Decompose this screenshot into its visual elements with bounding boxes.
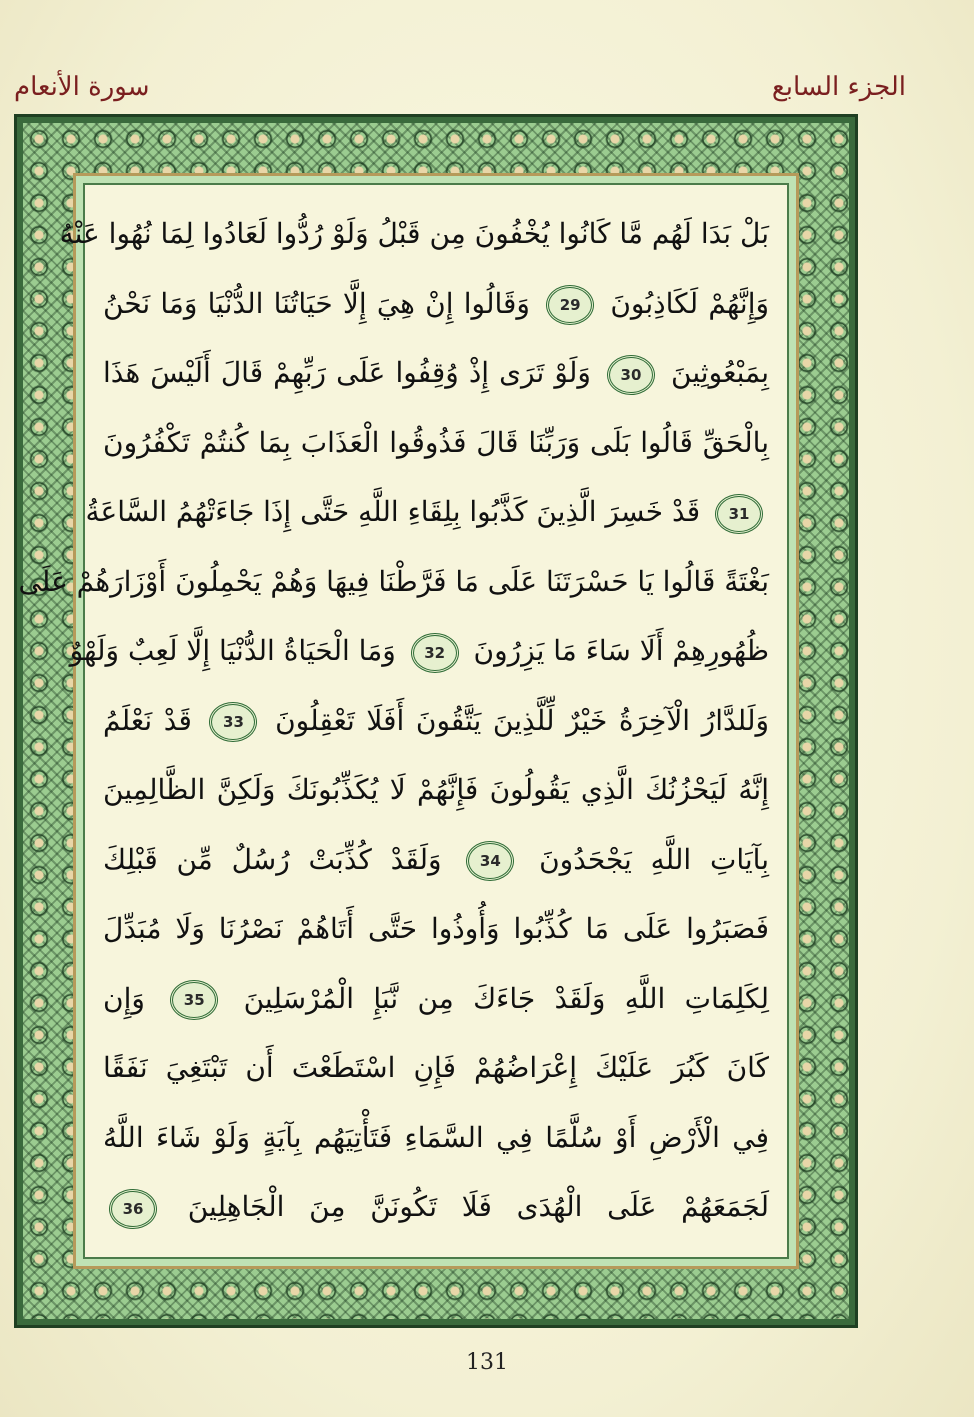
- verse-text: قَدْ نَعْلَمُ: [103, 703, 192, 737]
- ayah-number-marker: 35: [170, 980, 218, 1020]
- ayah-number-marker: 33: [209, 702, 257, 742]
- page-number: 131: [466, 1350, 508, 1375]
- ornamental-frame: [14, 114, 858, 1328]
- ayah-number-marker: 32: [411, 633, 459, 673]
- verse-text: بِمَبْعُوثِينَ: [671, 356, 770, 389]
- page-header: [0, 62, 974, 112]
- verse-text: لِكَلِمَاتِ اللَّهِ وَلَقَدْ جَاءَكَ مِن نَّبَإِ الْمُرْسَلِينَ: [243, 981, 770, 1015]
- verse-text: بِآيَاتِ اللَّهِ يَجْحَدُونَ: [539, 842, 769, 876]
- verse-text: قَدْ خَسِرَ الَّذِينَ كَذَّبُوا بِلِقَاءِ اللَّهِ حَتَّى إِذَا جَاءَتْهُمُ السَّاعَةُ: [85, 495, 701, 528]
- verse-line: [103, 894, 769, 964]
- verse-line: [18, 547, 769, 617]
- verse-line: [59, 199, 769, 269]
- verse-text: بَغْتَةً قَالُوا يَا حَسْرَتَنَا عَلَى مَا فَرَّطْنَا فِيهَا وَهُمْ يَحْمِلُونَ أَوْزَارَهُمْ عَلَى: [18, 564, 769, 598]
- verse-line: [103, 964, 769, 1034]
- ayah-number-marker: 31: [715, 494, 763, 534]
- verse-line: [103, 686, 769, 756]
- verse-text: وَلَقَدْ كُذِّبَتْ رُسُلٌ مِّن قَبْلِكَ: [103, 842, 442, 876]
- verse-line: [69, 616, 769, 686]
- verse-text: وَمَا الْحَيَاةُ الدُّنْيَا إِلَّا لَعِبٌ وَلَهْوٌ: [69, 634, 396, 667]
- verse-line: [103, 338, 769, 408]
- verse-line: [103, 825, 769, 895]
- juz-name: الجزء السابع: [771, 72, 906, 102]
- verse-text: وَإِن: [103, 981, 145, 1015]
- verse-line: [103, 1033, 769, 1103]
- verse-line: [103, 269, 769, 339]
- verse-text: وَقَالُوا إِنْ هِيَ إِلَّا حَيَاتُنَا الدُّنْيَا وَمَا نَحْنُ: [103, 286, 530, 320]
- verse-text: وَلَلدَّارُ الْآخِرَةُ خَيْرٌ لِّلَّذِينَ يَتَّقُونَ أَفَلَا تَعْقِلُونَ: [275, 703, 770, 737]
- verse-text: بَلْ بَدَا لَهُم مَّا كَانُوا يُخْفُونَ مِن قَبْلُ وَلَوْ رُدُّوا لَعَادُوا لِمَا نُهُوا عَنْهُ: [59, 217, 769, 250]
- ayah-number-marker: 34: [466, 841, 514, 881]
- verse-lines: [18, 199, 770, 1242]
- verse-text: إِنَّهُ لَيَحْزُنُكَ الَّذِي يَقُولُونَ فَإِنَّهُمْ لَا يُكَذِّبُونَكَ وَلَكِنَّ الظَّالِمِينَ: [103, 773, 769, 806]
- ayah-number-marker: 29: [546, 285, 594, 325]
- ayah-number-marker: 36: [109, 1189, 157, 1229]
- verse-line: [85, 477, 769, 547]
- verse-text: وَلَوْ تَرَى إِذْ وُقِفُوا عَلَى رَبِّهِمْ قَالَ أَلَيْسَ هَذَا: [103, 356, 591, 389]
- verse-text: وَإِنَّهُمْ لَكَاذِبُونَ: [610, 286, 770, 320]
- verse-text: ظُهُورِهِمْ أَلَا سَاءَ مَا يَزِرُونَ: [473, 634, 769, 667]
- verse-line: [103, 755, 769, 825]
- verse-text: بِالْحَقِّ قَالُوا بَلَى وَرَبِّنَا قَالَ فَذُوقُوا الْعَذَابَ بِمَا كُنتُمْ تَكْفُرُونَ: [103, 425, 769, 459]
- verse-line: [103, 1103, 769, 1173]
- ayah-number-marker: 30: [607, 355, 655, 395]
- verse-text: فِي الْأَرْضِ أَوْ سُلَّمًا فِي السَّمَاءِ فَتَأْتِيَهُم بِآيَةٍ وَلَوْ شَاءَ اللَّهُ: [103, 1120, 769, 1154]
- surah-name: سورة الأنعام: [14, 72, 150, 102]
- verse-text: كَانَ كَبُرَ عَلَيْكَ إِعْرَاضُهُمْ فَإِنِ اسْتَطَعْتَ أَن تَبْتَغِيَ نَفَقًا: [103, 1051, 769, 1084]
- verse-line: [103, 408, 769, 478]
- verse-line: [103, 1172, 769, 1242]
- verse-text: فَصَبَرُوا عَلَى مَا كُذِّبُوا وَأُوذُوا حَتَّى أَتَاهُمْ نَصْرُنَا وَلَا مُبَدِّلَ: [103, 912, 769, 945]
- verse-text: لَجَمَعَهُمْ عَلَى الْهُدَى فَلَا تَكُونَنَّ مِنَ الْجَاهِلِينَ: [187, 1190, 769, 1223]
- text-panel: [18, 183, 789, 1259]
